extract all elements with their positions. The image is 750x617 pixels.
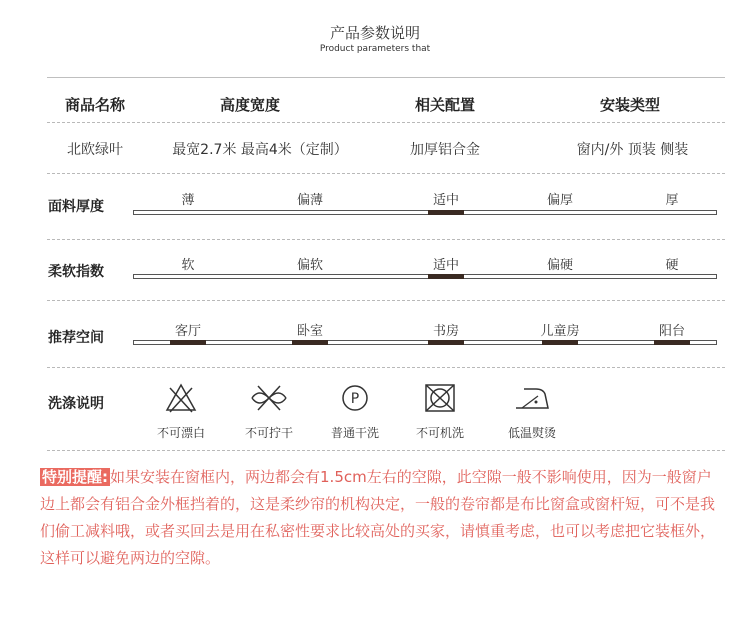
scale-label: 柔软指数: [48, 264, 104, 280]
divider: [47, 300, 725, 301]
reminder-text: 如果安装在窗框内，两边都会有1.5cm左右的空隙，此空隙一般不影响使用，因为一般窗户边上都会有铝合金外框挡着的，这是柔纱帘的机构决定，一般的卷帘都是布比窗盒或窗杆短，可不是我们偷工减料哦，或者买回去是用在私密性要求比较高处的买家，请慎重考虑，也可以考虑把它装框外，这样可以避免两边的空隙。: [40, 468, 716, 567]
value-product-name: 北欧绿叶: [67, 142, 123, 158]
header-config: 相关配置: [414, 96, 475, 114]
scale-option: 硬: [665, 258, 679, 273]
no-bleach-icon: [164, 382, 198, 414]
wash-label: 不可漂白: [156, 426, 205, 440]
value-install: 窗内/外 顶装 侧装: [576, 142, 689, 158]
no-machine-wash-icon: [423, 382, 457, 414]
header-product-name: 商品名称: [64, 96, 125, 114]
page-subtitle: Product parameters that: [319, 44, 431, 54]
wash-item: [492, 382, 572, 441]
scale-option: 偏软: [296, 258, 324, 273]
scale-option: 偏厚: [546, 193, 574, 208]
header-install: 安装类型: [599, 96, 660, 114]
scale-option: 软: [181, 258, 195, 273]
special-reminder: [40, 464, 720, 572]
scale-option: 薄: [181, 193, 195, 208]
no-wring-icon: [249, 382, 289, 414]
value-size: 最宽2.7米 最高4米（定制）: [172, 142, 348, 158]
divider: [47, 367, 725, 368]
wash-item: [229, 382, 309, 441]
wash-label: 不可拧干: [244, 426, 293, 440]
dry-clean-icon: [338, 382, 372, 414]
scale-option: 书房: [432, 324, 460, 339]
scale-selected-marker: [542, 340, 578, 345]
scale-option: 适中: [432, 258, 460, 273]
scale-option: 偏硬: [546, 258, 574, 273]
scale-option: 阳台: [658, 324, 686, 339]
scale-option: 客厅: [174, 324, 202, 339]
divider: [47, 173, 725, 174]
reminder-tag: 特别提醒:: [42, 468, 108, 486]
wash-label: 低温熨烫: [507, 426, 556, 440]
wash-item: [141, 382, 221, 441]
divider: [47, 239, 725, 240]
scale-bar: [133, 210, 717, 215]
wash-item: [400, 382, 480, 441]
scale-option: 卧室: [296, 324, 324, 339]
scale-selected-marker: [170, 340, 206, 345]
scale-option: 偏薄: [296, 193, 324, 208]
scale-bar: [133, 274, 717, 279]
wash-item: [315, 382, 395, 441]
scale-label: 推荐空间: [48, 330, 104, 346]
washing-label: 洗涤说明: [48, 396, 104, 412]
divider: [47, 122, 725, 123]
wash-label: 不可机洗: [415, 426, 464, 440]
scale-selected-marker: [428, 274, 464, 279]
scale-selected-marker: [654, 340, 690, 345]
scale-bar: [133, 340, 717, 345]
scale-selected-marker: [292, 340, 328, 345]
value-config: 加厚铝合金: [410, 142, 480, 158]
header-size: 高度宽度: [219, 96, 280, 114]
scale-label: 面料厚度: [48, 199, 104, 215]
page-title: 产品参数说明: [329, 24, 420, 42]
divider: [47, 77, 725, 78]
wash-label: 普通干洗: [330, 426, 379, 440]
scale-option: 适中: [432, 193, 460, 208]
scale-selected-marker: [428, 340, 464, 345]
low-iron-icon: [512, 382, 552, 414]
svg-text:P: P: [350, 391, 360, 407]
divider: [47, 450, 725, 451]
scale-option: 厚: [665, 193, 679, 208]
scale-option: 儿童房: [540, 324, 580, 339]
scale-selected-marker: [428, 210, 464, 215]
